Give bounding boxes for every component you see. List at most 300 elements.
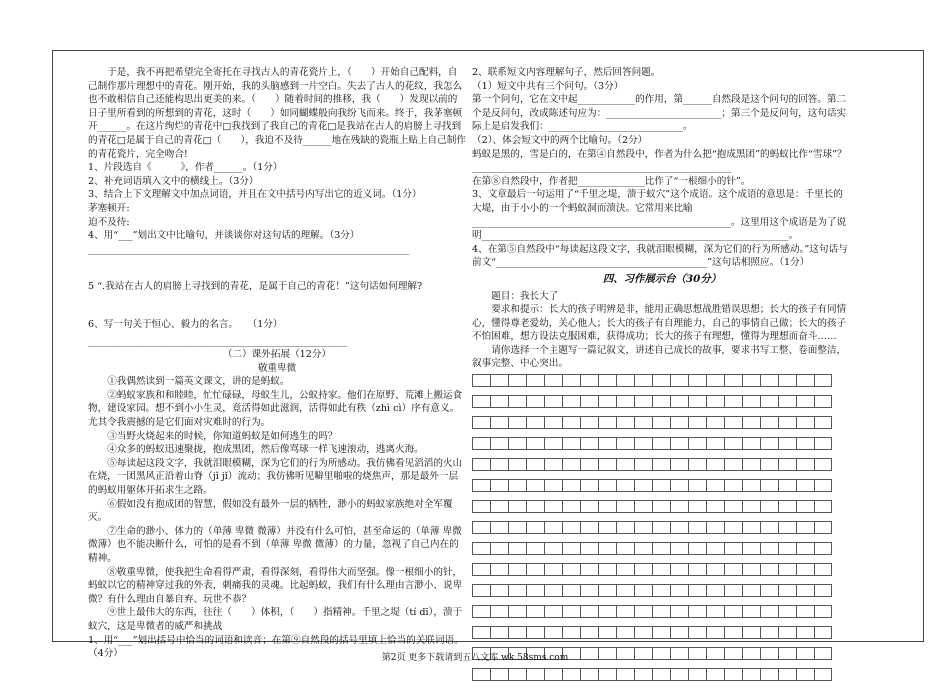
writing-cell[interactable]	[652, 437, 670, 450]
writing-cell[interactable]	[508, 626, 526, 639]
writing-cell[interactable]	[472, 374, 490, 387]
writing-cell[interactable]	[526, 479, 544, 492]
writing-cell[interactable]	[616, 605, 634, 618]
writing-cell[interactable]	[616, 437, 634, 450]
writing-cell[interactable]	[472, 605, 490, 618]
writing-cell[interactable]	[706, 668, 724, 681]
writing-cell[interactable]	[634, 458, 652, 471]
writing-cell[interactable]	[670, 605, 688, 618]
writing-cell[interactable]	[688, 500, 706, 513]
writing-cell[interactable]	[490, 500, 508, 513]
writing-cell[interactable]	[778, 479, 796, 492]
writing-cell[interactable]	[724, 542, 742, 555]
writing-cell[interactable]	[544, 395, 562, 408]
writing-cell[interactable]	[742, 395, 760, 408]
writing-cell[interactable]	[706, 605, 724, 618]
writing-cell[interactable]	[652, 521, 670, 534]
writing-cell[interactable]	[706, 563, 724, 576]
writing-cell[interactable]	[562, 458, 580, 471]
writing-cell[interactable]	[544, 563, 562, 576]
writing-cell[interactable]	[544, 437, 562, 450]
writing-cell[interactable]	[742, 668, 760, 681]
writing-cell[interactable]	[526, 626, 544, 639]
writing-cell[interactable]	[706, 521, 724, 534]
writing-cell[interactable]	[616, 668, 634, 681]
writing-cell[interactable]	[472, 563, 490, 576]
writing-cell[interactable]	[796, 542, 814, 555]
writing-cell[interactable]	[724, 458, 742, 471]
writing-cell[interactable]	[634, 521, 652, 534]
question-5: 5 “.我站在古人的肩膀上寻找到的青花，是属于自己的青花！”这句话如何理解?	[88, 281, 423, 293]
writing-cell[interactable]	[580, 563, 598, 576]
article-paragraph: ⑦生命的渺小、体力的（单薄 卑微 微薄）并没有什么可怕，甚至命运的（单薄 卑微 微薄）也不能决断什么，可怕的是看不到（单薄 卑微 微薄）的力量，忽视了自己内在的精神。	[88, 525, 462, 564]
writing-cell[interactable]	[688, 542, 706, 555]
writing-cell[interactable]	[544, 668, 562, 681]
writing-cell[interactable]	[742, 563, 760, 576]
writing-cell[interactable]	[706, 479, 724, 492]
writing-cell[interactable]	[760, 605, 778, 618]
writing-cell[interactable]	[688, 626, 706, 639]
writing-cell[interactable]	[670, 416, 688, 429]
writing-cell[interactable]	[490, 416, 508, 429]
question-reading-4: 4、在第⑤自然段中“每读起这段文字，我就泪眼模糊，深为它们的行为所感动。”这句话与前文“____________________________________________”这句话相照应。（1分）	[472, 243, 848, 269]
writing-cell[interactable]	[634, 479, 652, 492]
writing-cell[interactable]	[544, 542, 562, 555]
writing-cell[interactable]	[508, 584, 526, 597]
writing-cell[interactable]	[814, 626, 832, 639]
writing-cell[interactable]	[472, 437, 490, 450]
writing-cell[interactable]	[598, 479, 616, 492]
writing-cell[interactable]	[742, 584, 760, 597]
writing-cell[interactable]	[526, 563, 544, 576]
synonym-line-2: 迫不及待:	[88, 216, 130, 228]
writing-cell[interactable]	[616, 626, 634, 639]
writing-cell[interactable]	[706, 374, 724, 387]
writing-cell[interactable]	[562, 374, 580, 387]
writing-cell[interactable]	[724, 668, 742, 681]
writing-cell[interactable]	[742, 437, 760, 450]
writing-cell[interactable]	[634, 563, 652, 576]
writing-cell[interactable]	[598, 521, 616, 534]
writing-cell[interactable]	[580, 584, 598, 597]
writing-cell[interactable]	[526, 395, 544, 408]
writing-cell[interactable]	[706, 395, 724, 408]
writing-cell[interactable]	[490, 584, 508, 597]
writing-cell[interactable]	[778, 542, 796, 555]
writing-cell[interactable]	[742, 542, 760, 555]
writing-cell[interactable]	[490, 668, 508, 681]
writing-cell[interactable]	[562, 437, 580, 450]
writing-cell[interactable]	[724, 626, 742, 639]
writing-cell[interactable]	[580, 458, 598, 471]
writing-cell[interactable]	[652, 563, 670, 576]
writing-cell[interactable]	[490, 605, 508, 618]
writing-cell[interactable]	[814, 605, 832, 618]
writing-cell[interactable]	[634, 416, 652, 429]
writing-cell[interactable]	[544, 416, 562, 429]
writing-cell[interactable]	[472, 542, 490, 555]
writing-cell[interactable]	[634, 437, 652, 450]
writing-cell[interactable]	[688, 563, 706, 576]
writing-cell[interactable]	[778, 458, 796, 471]
writing-cell[interactable]	[670, 479, 688, 492]
article-paragraph: ⑥假如没有抱成团的智慧，假如没有最外一层的牺牲，渺小的蚂蚁家族绝对全军覆灭。	[88, 498, 453, 524]
writing-cell[interactable]	[598, 605, 616, 618]
writing-cell[interactable]	[706, 584, 724, 597]
writing-cell[interactable]	[778, 395, 796, 408]
writing-cell[interactable]	[742, 374, 760, 387]
writing-cell[interactable]	[526, 437, 544, 450]
writing-cell[interactable]	[688, 668, 706, 681]
page-footer: 第2页 更多下载请到五八文库 wk.58sms.com	[381, 653, 569, 663]
writing-cell[interactable]	[508, 521, 526, 534]
writing-cell[interactable]	[472, 521, 490, 534]
writing-cell[interactable]	[544, 458, 562, 471]
writing-cell[interactable]	[760, 521, 778, 534]
essay-requirements: 要求和提示：长大的孩子明辨是非，能用正确思想战胜错误思想；长大的孩子有同情心，懂得尊老爱幼，关心他人；长大的孩子有自理能力，自己的事情自己做；长大的孩子不怕困难，想方设法克服困难，获得成功；长大的孩子有理想，懂得为理想而奋斗……	[472, 304, 847, 343]
writing-cell[interactable]	[778, 416, 796, 429]
writing-cell[interactable]	[598, 416, 616, 429]
writing-cell[interactable]	[616, 374, 634, 387]
writing-cell[interactable]	[760, 500, 778, 513]
writing-cell[interactable]	[580, 500, 598, 513]
article-title: 敬重卑微	[257, 362, 297, 374]
writing-cell[interactable]	[508, 458, 526, 471]
writing-cell[interactable]	[562, 542, 580, 555]
writing-cell[interactable]	[796, 605, 814, 618]
writing-cell[interactable]	[634, 584, 652, 597]
writing-cell[interactable]	[760, 416, 778, 429]
writing-cell[interactable]	[814, 542, 832, 555]
writing-cell[interactable]	[778, 605, 796, 618]
writing-cell[interactable]	[616, 458, 634, 471]
writing-cell[interactable]	[490, 542, 508, 555]
writing-cell[interactable]	[490, 479, 508, 492]
writing-cell[interactable]	[526, 458, 544, 471]
writing-cell[interactable]	[670, 668, 688, 681]
left-column	[88, 66, 466, 661]
writing-cell[interactable]	[562, 395, 580, 408]
writing-cell[interactable]	[670, 437, 688, 450]
writing-cell[interactable]	[616, 500, 634, 513]
writing-cell[interactable]	[652, 395, 670, 408]
writing-cell[interactable]	[562, 605, 580, 618]
writing-cell[interactable]	[796, 500, 814, 513]
writing-cell[interactable]	[580, 605, 598, 618]
writing-cell[interactable]	[670, 500, 688, 513]
writing-cell[interactable]	[796, 521, 814, 534]
writing-cell[interactable]	[724, 437, 742, 450]
writing-cell[interactable]	[652, 542, 670, 555]
writing-cell[interactable]	[760, 374, 778, 387]
writing-cell[interactable]	[634, 668, 652, 681]
writing-cell[interactable]	[778, 374, 796, 387]
writing-cell[interactable]	[508, 500, 526, 513]
writing-cell[interactable]	[526, 542, 544, 555]
writing-cell[interactable]	[580, 395, 598, 408]
writing-cell[interactable]	[778, 584, 796, 597]
writing-cell[interactable]	[688, 605, 706, 618]
writing-cell[interactable]	[742, 605, 760, 618]
writing-cell[interactable]	[670, 395, 688, 408]
writing-cell[interactable]	[778, 521, 796, 534]
writing-cell[interactable]	[472, 458, 490, 471]
writing-cell[interactable]	[670, 563, 688, 576]
reading-passage: 于是，我不再把希望完全寄托在寻找古人的青花瓷片上，（ ）开始自己配料，自己制作那片理想中的青花。刚开始，我的头脑感到一片空白。失去了古人的花纹，我怎么也不敢相信自己还能构思出更美的来。（ ）随着时间的推移，我（ ）发现以前的日子里所看到的所想到的青花，这时（ ）如同蝴蝶般向我纷飞而来。终于，我茅塞顿开______。在这片绚烂的青花中□我找到了我自己的青花□是我站在古人的肩膀上寻找到的青花□是属于自己的青花□（ ），我迫不及待______地在残缺的瓷瓶上贴上自己制作的青花瓷片，完全吻合!	[88, 67, 466, 160]
writing-cell[interactable]	[544, 479, 562, 492]
writing-cell[interactable]	[580, 437, 598, 450]
article-paragraph: ④众多的蚂蚁迅速聚拢，抱成黑团，然后像骂球一样飞速滚动，逃离火海。	[107, 444, 424, 456]
writing-cell[interactable]	[652, 479, 670, 492]
writing-cell[interactable]	[652, 374, 670, 387]
writing-cell[interactable]	[490, 626, 508, 639]
writing-cell[interactable]	[508, 374, 526, 387]
writing-cell[interactable]	[616, 563, 634, 576]
writing-cell[interactable]	[562, 479, 580, 492]
writing-cell[interactable]	[760, 542, 778, 555]
article-paragraph: ②蚂蚁家族和和睦睦，忙忙碌碌，母蚁生儿，公蚁持家。他们在原野、荒滩上搬运食物，建设家园。想不到小小生灵，竟活得如此滋润，活得如此有秩（zhì cì）序有意义。尤其令我震撼的是它们面对灾难时的行为。	[88, 389, 463, 429]
writing-cell[interactable]	[814, 416, 832, 429]
writing-cell[interactable]	[526, 668, 544, 681]
writing-cell[interactable]	[490, 458, 508, 471]
writing-cell[interactable]	[796, 479, 814, 492]
writing-cell[interactable]	[670, 521, 688, 534]
writing-cell[interactable]	[580, 479, 598, 492]
writing-cell[interactable]	[634, 395, 652, 408]
writing-cell[interactable]	[526, 584, 544, 597]
writing-cell[interactable]	[760, 479, 778, 492]
writing-cell[interactable]	[706, 416, 724, 429]
writing-cell[interactable]	[706, 626, 724, 639]
writing-cell[interactable]	[742, 479, 760, 492]
writing-cell[interactable]	[760, 437, 778, 450]
writing-cell[interactable]	[616, 542, 634, 555]
writing-cell[interactable]	[598, 374, 616, 387]
writing-cell[interactable]	[598, 395, 616, 408]
article-paragraph: ⑨世上最伟大的东西，往往（ ）体积，（ ）指精神。千里之堤（tí dī），溃于蚁穴，这是卑微者的威严和挑战	[88, 607, 463, 632]
writing-cell[interactable]	[724, 395, 742, 408]
writing-cell[interactable]	[706, 458, 724, 471]
writing-cell[interactable]	[508, 416, 526, 429]
writing-cell[interactable]	[526, 416, 544, 429]
writing-cell[interactable]	[544, 584, 562, 597]
writing-cell[interactable]	[706, 500, 724, 513]
writing-cell[interactable]	[562, 416, 580, 429]
writing-cell[interactable]	[544, 626, 562, 639]
writing-cell[interactable]	[814, 584, 832, 597]
writing-cell[interactable]	[616, 479, 634, 492]
writing-cell[interactable]	[490, 521, 508, 534]
writing-cell[interactable]	[544, 500, 562, 513]
writing-cell[interactable]	[526, 521, 544, 534]
writing-cell[interactable]	[472, 500, 490, 513]
writing-cell[interactable]	[562, 584, 580, 597]
writing-cell[interactable]	[796, 563, 814, 576]
writing-grid[interactable]	[472, 374, 852, 689]
writing-cell[interactable]	[688, 437, 706, 450]
writing-cell[interactable]	[562, 521, 580, 534]
question-4: 4、用“___”划出文中比喻句，并谈谈你对这句话的理解。（3分）	[88, 230, 360, 242]
question-3: 3、结合上下文理解文中加点词语，并且在文中括号内写出它的近义词。（1分）	[88, 189, 422, 201]
writing-cell[interactable]	[670, 584, 688, 597]
writing-cell[interactable]	[778, 626, 796, 639]
writing-cell[interactable]	[508, 605, 526, 618]
writing-cell[interactable]	[796, 416, 814, 429]
writing-cell[interactable]	[472, 395, 490, 408]
writing-cell[interactable]	[724, 479, 742, 492]
writing-cell[interactable]	[598, 437, 616, 450]
writing-cell[interactable]	[724, 500, 742, 513]
writing-cell[interactable]	[652, 668, 670, 681]
writing-cell[interactable]	[490, 563, 508, 576]
writing-cell[interactable]	[814, 458, 832, 471]
writing-cell[interactable]	[724, 521, 742, 534]
writing-cell[interactable]	[814, 521, 832, 534]
writing-cell[interactable]	[508, 395, 526, 408]
writing-cell[interactable]	[796, 437, 814, 450]
writing-cell[interactable]	[490, 395, 508, 408]
writing-cell[interactable]	[814, 668, 832, 681]
writing-cell[interactable]	[778, 500, 796, 513]
writing-cell[interactable]	[562, 500, 580, 513]
writing-cell[interactable]	[652, 500, 670, 513]
writing-cell[interactable]	[544, 521, 562, 534]
writing-cell[interactable]	[472, 416, 490, 429]
writing-cell[interactable]	[616, 395, 634, 408]
writing-cell[interactable]	[616, 521, 634, 534]
writing-cell[interactable]	[778, 668, 796, 681]
writing-cell[interactable]	[688, 584, 706, 597]
writing-cell[interactable]	[472, 626, 490, 639]
writing-cell[interactable]	[688, 416, 706, 429]
writing-cell[interactable]	[598, 668, 616, 681]
writing-cell[interactable]	[580, 374, 598, 387]
writing-cell[interactable]	[724, 563, 742, 576]
question-1: 1、片段选自《 》，作者______。（1分）	[88, 162, 283, 174]
writing-cell[interactable]	[796, 374, 814, 387]
writing-cell[interactable]	[670, 626, 688, 639]
writing-cell[interactable]	[562, 626, 580, 639]
writing-cell[interactable]	[508, 668, 526, 681]
writing-cell[interactable]	[760, 626, 778, 639]
writing-cell[interactable]	[508, 542, 526, 555]
writing-cell[interactable]	[580, 668, 598, 681]
writing-cell[interactable]	[634, 626, 652, 639]
writing-cell[interactable]	[670, 458, 688, 471]
writing-cell[interactable]	[472, 584, 490, 597]
writing-cell[interactable]	[580, 521, 598, 534]
writing-cell[interactable]	[742, 458, 760, 471]
writing-cell[interactable]	[814, 437, 832, 450]
writing-cell[interactable]	[598, 542, 616, 555]
writing-cell[interactable]	[472, 668, 490, 681]
writing-cell[interactable]	[580, 416, 598, 429]
writing-cell[interactable]	[490, 437, 508, 450]
writing-cell[interactable]	[508, 479, 526, 492]
writing-cell[interactable]	[760, 563, 778, 576]
writing-cell[interactable]	[580, 542, 598, 555]
writing-cell[interactable]	[706, 542, 724, 555]
writing-cell[interactable]	[814, 500, 832, 513]
writing-cell[interactable]	[796, 584, 814, 597]
writing-cell[interactable]	[796, 458, 814, 471]
writing-cell[interactable]	[562, 563, 580, 576]
writing-cell[interactable]	[652, 458, 670, 471]
writing-cell[interactable]	[760, 458, 778, 471]
writing-cell[interactable]	[724, 584, 742, 597]
writing-cell[interactable]	[760, 395, 778, 408]
writing-cell[interactable]	[814, 374, 832, 387]
writing-cell[interactable]	[580, 626, 598, 639]
writing-cell[interactable]	[778, 437, 796, 450]
writing-cell[interactable]	[724, 374, 742, 387]
writing-cell[interactable]	[490, 374, 508, 387]
writing-cell[interactable]	[652, 605, 670, 618]
writing-cell[interactable]	[760, 668, 778, 681]
writing-cell[interactable]	[796, 395, 814, 408]
writing-cell[interactable]	[634, 374, 652, 387]
writing-cell[interactable]	[652, 584, 670, 597]
writing-cell[interactable]	[634, 500, 652, 513]
writing-cell[interactable]	[472, 479, 490, 492]
writing-cell[interactable]	[742, 626, 760, 639]
writing-cell[interactable]	[760, 584, 778, 597]
writing-cell[interactable]	[670, 374, 688, 387]
writing-cell[interactable]	[526, 374, 544, 387]
writing-cell[interactable]	[688, 374, 706, 387]
writing-cell[interactable]	[598, 458, 616, 471]
writing-cell[interactable]	[562, 668, 580, 681]
writing-cell[interactable]	[598, 500, 616, 513]
question-6: 6、写一句关于恒心、毅力的名言。 （1分）	[88, 318, 283, 330]
writing-cell[interactable]	[598, 626, 616, 639]
writing-cell[interactable]	[688, 521, 706, 534]
writing-cell[interactable]	[778, 563, 796, 576]
writing-cell[interactable]	[742, 500, 760, 513]
writing-cell[interactable]	[508, 563, 526, 576]
writing-cell[interactable]	[724, 416, 742, 429]
writing-cell[interactable]	[544, 605, 562, 618]
writing-cell[interactable]	[742, 521, 760, 534]
writing-cell[interactable]	[508, 437, 526, 450]
writing-cell[interactable]	[652, 626, 670, 639]
essay-instructions: 请你选择一个主题写一篇记叙文，讲述自己成长的故事，要求书写工整、卷面整洁，叙事完整、中心突出。	[472, 344, 847, 370]
writing-cell[interactable]	[616, 584, 634, 597]
writing-cell[interactable]	[724, 605, 742, 618]
sub-question-text: 在第⑧自然段中，作者把______________比作了“一根细小的针”。	[472, 175, 751, 187]
writing-cell[interactable]	[742, 416, 760, 429]
writing-cell[interactable]	[814, 479, 832, 492]
writing-cell[interactable]	[526, 605, 544, 618]
writing-cell[interactable]	[652, 416, 670, 429]
writing-cell[interactable]	[706, 437, 724, 450]
writing-cell[interactable]	[670, 542, 688, 555]
writing-cell[interactable]	[616, 416, 634, 429]
writing-cell[interactable]	[544, 374, 562, 387]
writing-cell[interactable]	[598, 563, 616, 576]
writing-cell[interactable]	[688, 458, 706, 471]
writing-cell[interactable]	[598, 584, 616, 597]
writing-cell[interactable]	[688, 395, 706, 408]
writing-cell[interactable]	[796, 668, 814, 681]
writing-cell[interactable]	[796, 626, 814, 639]
writing-cell[interactable]	[814, 395, 832, 408]
writing-cell[interactable]	[688, 479, 706, 492]
writing-cell[interactable]	[634, 542, 652, 555]
writing-cell[interactable]	[526, 500, 544, 513]
writing-cell[interactable]	[814, 563, 832, 576]
writing-cell[interactable]	[634, 605, 652, 618]
